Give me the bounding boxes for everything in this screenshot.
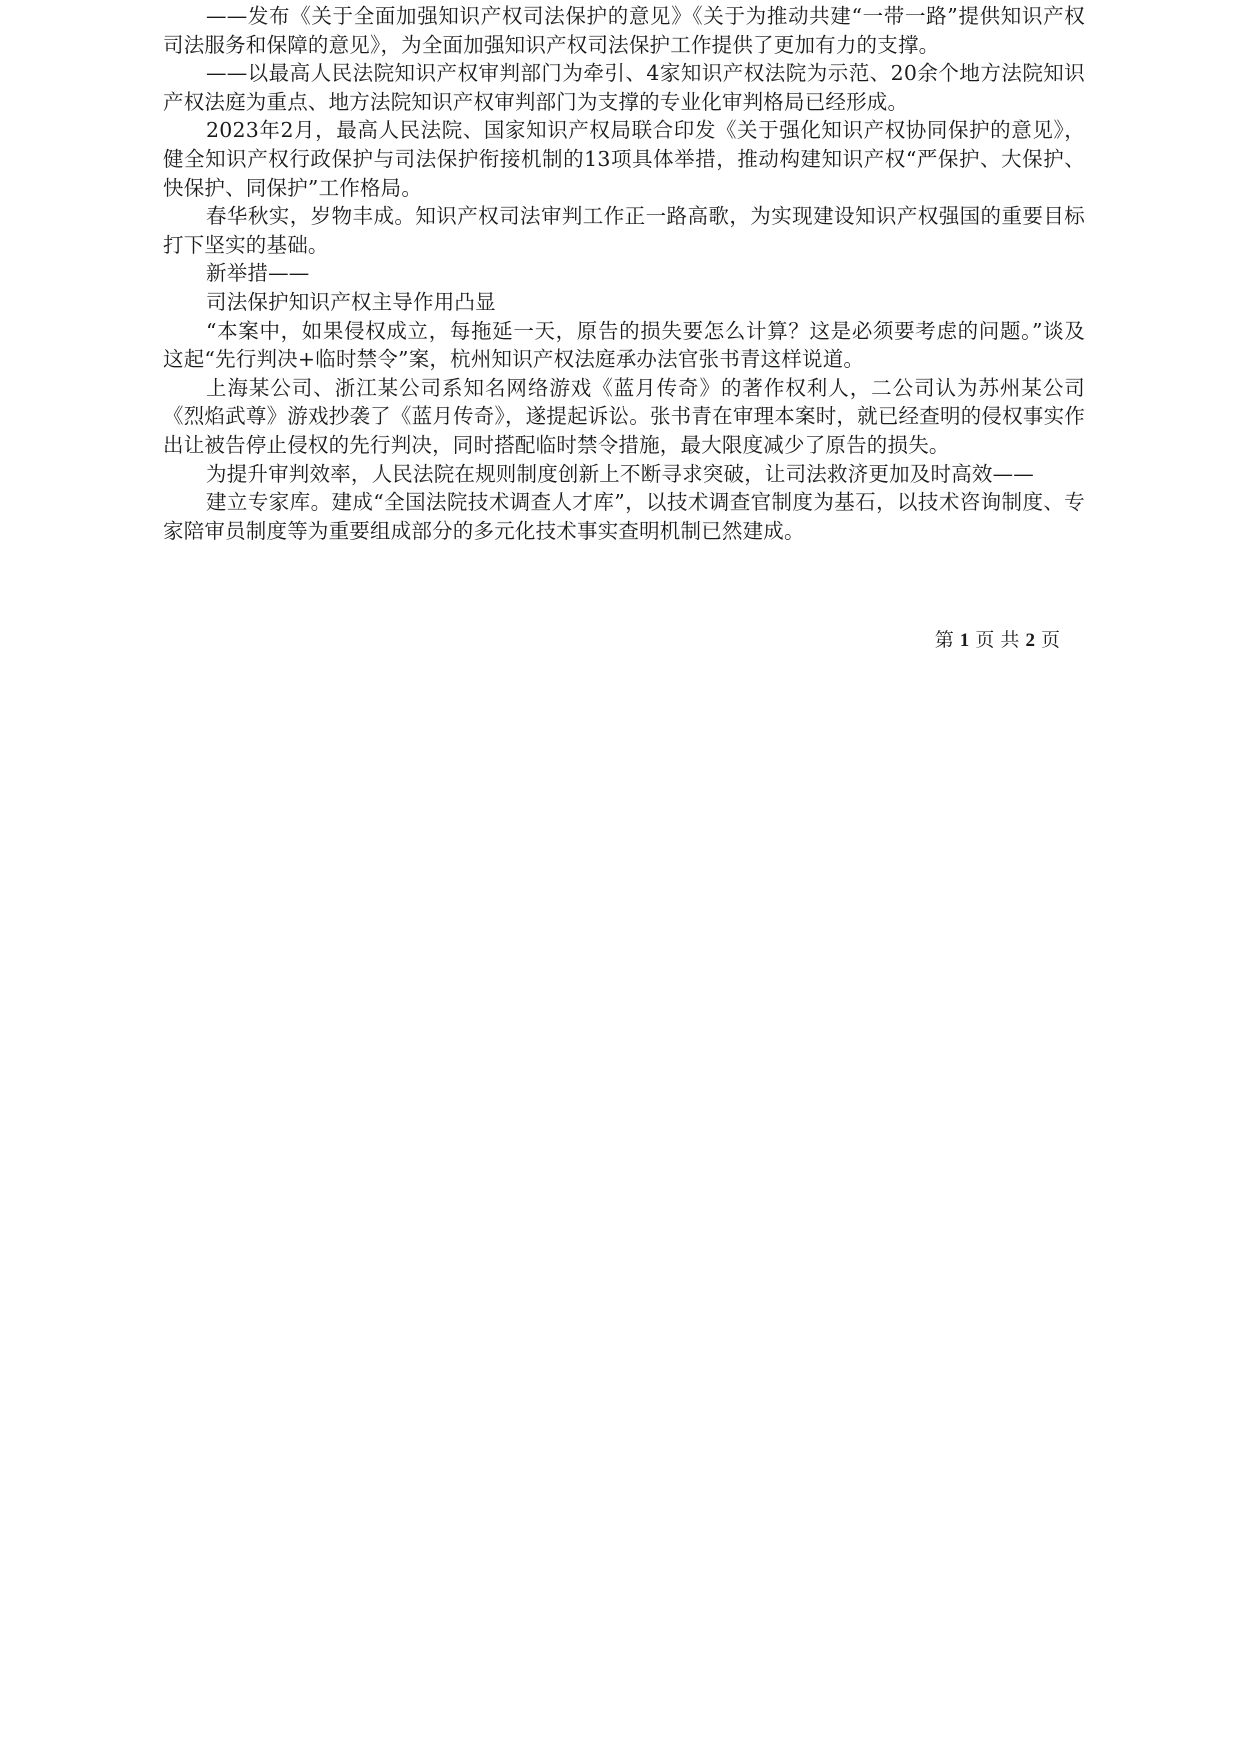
section-subheading: 司法保护知识产权主导作用凸显 bbox=[206, 289, 496, 314]
current-page-number: 1 bbox=[959, 630, 970, 651]
paragraph-quote: “本案中，如果侵权成立，每拖延一天，原告的损失要怎么计算？这是必须要考虑的问题。”谈及这起“先行判决+临时禁令”案，杭州知识产权法庭承办法官张书青这样说道。 bbox=[163, 318, 1085, 372]
paragraph-case: 上海某公司、浙江某公司系知名网络游戏《蓝月传奇》的著作权利人，二公司认为苏州某公司《烈焰武尊》游戏抄袭了《蓝月传奇》，遂提起诉讼。张书青在审理本案时，就已经查明的侵权事实作出让被告停止侵权的先行判决，同时搭配临时禁令措施，最大限度减少了原告的损失。 bbox=[163, 375, 1085, 457]
total-pages-number: 2 bbox=[1025, 630, 1035, 651]
paragraph-expert-pool: 建立专家库。建成“全国法院技术调查人才库”，以技术调查官制度为基石，以技术咨询制度、专家陪审员制度等为重要组成部分的多元化技术事实查明机制已然建成。 bbox=[163, 490, 1085, 543]
article-body bbox=[163, 2, 1085, 545]
paragraph-4: 春华秋实，岁物丰成。知识产权司法审判工作正一路高歌，为实现建设知识产权强国的重要目标打下坚实的基础。 bbox=[163, 204, 1085, 257]
footer-mid: 页 共 bbox=[975, 629, 1020, 651]
page-footer bbox=[860, 628, 1060, 653]
section-heading-new-measures: 新举措—— bbox=[206, 261, 310, 286]
paragraph-3: 2023年2月，最高人民法院、国家知识产权局联合印发《关于强化知识产权协同保护的意见》，健全知识产权行政保护与司法保护衔接机制的13项具体举措，推动构建知识产权“严保护、大保护、快保护、同保护”工作格局。 bbox=[163, 118, 1085, 200]
footer-suffix: 页 bbox=[1040, 629, 1060, 651]
footer-prefix: 第 bbox=[934, 629, 954, 651]
paragraph-2: ——以最高人民法院知识产权审判部门为牵引、4家知识产权法院为示范、20余个地方法院知识产权法庭为重点、地方法院知识产权审判部门为支撑的专业化审判格局已经形成。 bbox=[163, 61, 1085, 114]
paragraph-efficiency: 为提升审判效率，人民法院在规则制度创新上不断寻求突破，让司法救济更加及时高效—— bbox=[206, 461, 1034, 486]
paragraph-1: ——发布《关于全面加强知识产权司法保护的意见》《关于为推动共建“一带一路”提供知识产权司法服务和保障的意见》，为全面加强知识产权司法保护工作提供了更加有力的支撑。 bbox=[163, 4, 1085, 57]
